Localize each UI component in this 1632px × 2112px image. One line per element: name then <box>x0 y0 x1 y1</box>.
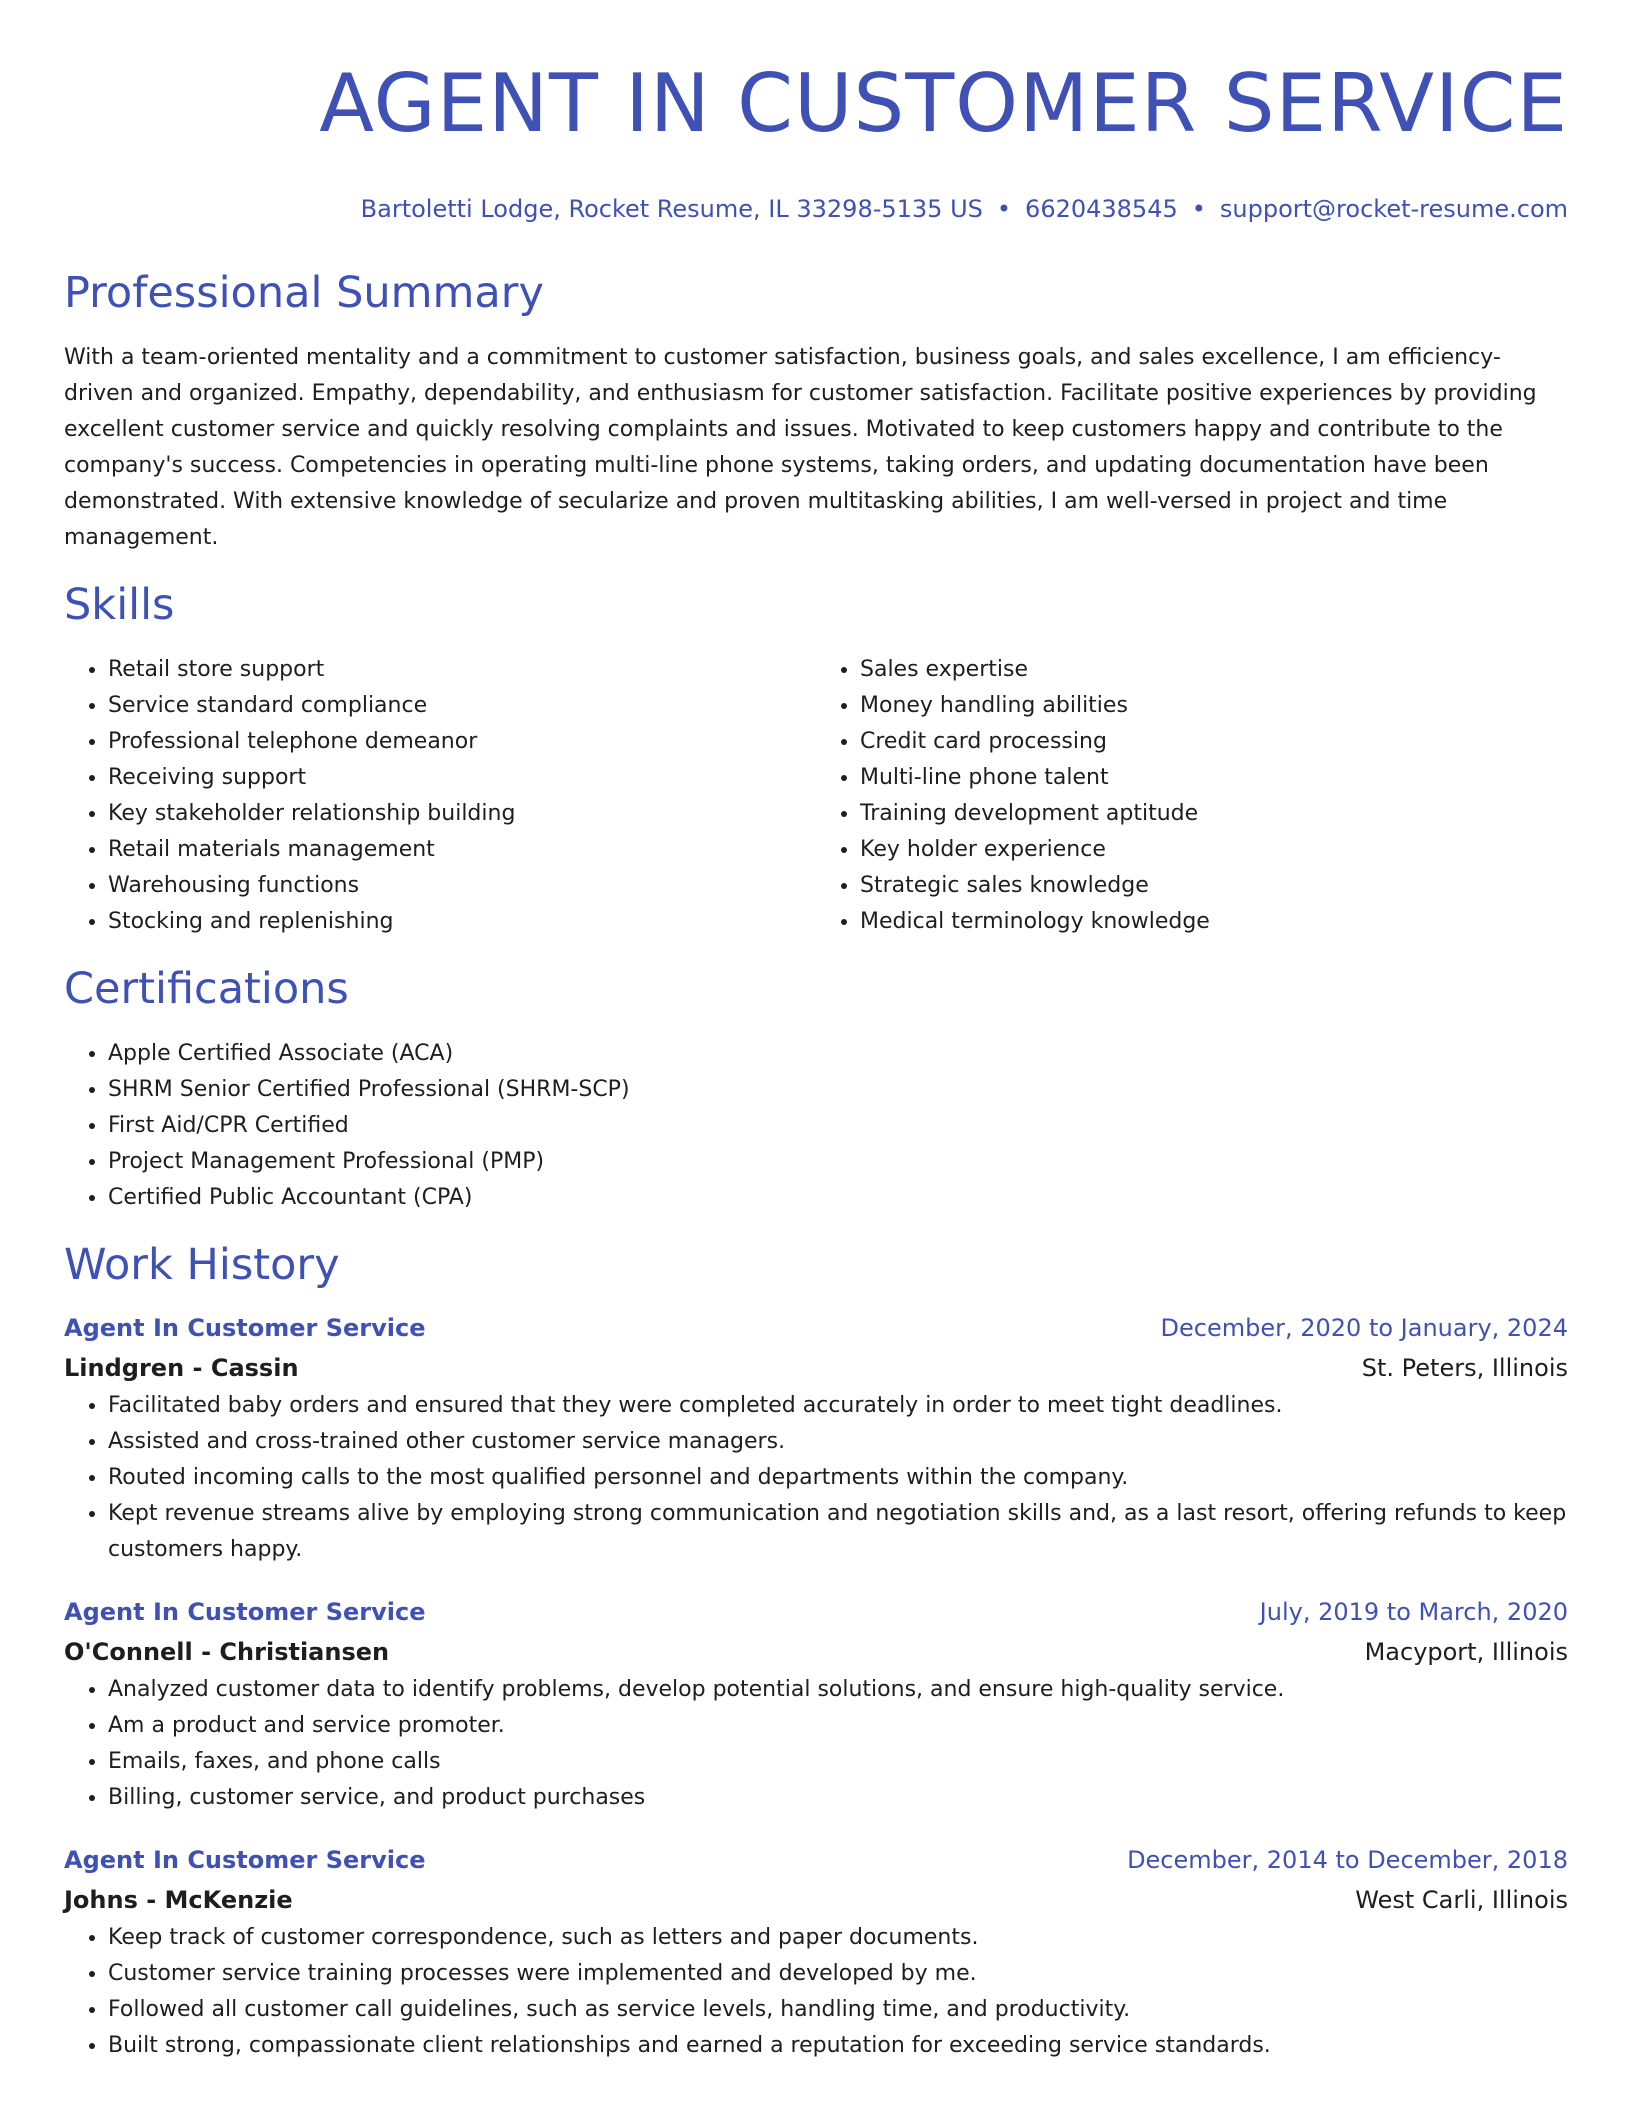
skills-grid <box>64 652 1568 940</box>
certifications-list <box>64 1036 1568 1216</box>
contact-separator: • <box>1191 195 1206 223</box>
list-item: • Routed incoming calls to the most qualified personnel and departments within the company. <box>108 1460 1568 1496</box>
job-company-row <box>64 1348 1568 1388</box>
list-item: • Warehousing functions <box>108 868 816 904</box>
job-dates: July, 2019 to March, 2020 <box>1259 1598 1568 1626</box>
list-item: • Keep track of customer correspondence, such as letters and paper documents. <box>108 1920 1568 1956</box>
job-title-row <box>64 1840 1568 1880</box>
list-item: • Key holder experience <box>860 832 1568 868</box>
list-item: • Stocking and replenishing <box>108 904 816 940</box>
list-item: • Facilitated baby orders and ensured that they were completed accurately in order to meet tight deadlines. <box>108 1388 1568 1424</box>
job-location: St. Peters, Illinois <box>1361 1354 1568 1382</box>
list-item: • Training development aptitude <box>860 796 1568 832</box>
list-item: • First Aid/CPR Certified <box>108 1108 1568 1144</box>
job-company: Johns - McKenzie <box>64 1886 293 1914</box>
list-item: • Credit card processing <box>860 724 1568 760</box>
list-item: • Key stakeholder relationship building <box>108 796 816 832</box>
job-title: Agent In Customer Service <box>64 1846 426 1874</box>
list-item: • Retail store support <box>108 652 816 688</box>
list-item: • Kept revenue streams alive by employing strong communication and negotiation skills and, as a last resort, offering refunds to keep customers happy. <box>108 1496 1568 1568</box>
list-item: • Certified Public Accountant (CPA) <box>108 1180 1568 1216</box>
job-entry <box>64 1308 1568 1568</box>
skills-section <box>64 578 1568 940</box>
job-bullets <box>64 1672 1568 1816</box>
job-entry <box>64 1592 1568 1816</box>
list-item: • Strategic sales knowledge <box>860 868 1568 904</box>
list-item: • Customer service training processes were implemented and developed by me. <box>108 1956 1568 1992</box>
list-item: • Am a product and service promoter. <box>108 1708 1568 1744</box>
contact-line <box>64 194 1568 224</box>
job-company: O'Connell - Christiansen <box>64 1638 390 1666</box>
job-bullets <box>64 1920 1568 2064</box>
resume-name: AGENT IN CUSTOMER SERVICE <box>319 57 1568 150</box>
list-item: • SHRM Senior Certified Professional (SHRM-SCP) <box>108 1072 1568 1108</box>
list-item: • Apple Certified Associate (ACA) <box>108 1036 1568 1072</box>
list-item: • Billing, customer service, and product purchases <box>108 1780 1568 1816</box>
list-item: • Sales expertise <box>860 652 1568 688</box>
list-item: • Service standard compliance <box>108 688 816 724</box>
job-dates: December, 2020 to January, 2024 <box>1160 1314 1568 1342</box>
skills-heading: Skills <box>64 580 175 630</box>
job-title-row <box>64 1308 1568 1348</box>
work-history-section <box>64 1238 1568 2064</box>
job-dates: December, 2014 to December, 2018 <box>1127 1846 1568 1874</box>
list-item: • Retail materials management <box>108 832 816 868</box>
list-item: • Money handling abilities <box>860 688 1568 724</box>
list-item: • Project Management Professional (PMP) <box>108 1144 1568 1180</box>
contact-separator: • <box>996 195 1012 223</box>
job-company: Lindgren - Cassin <box>64 1354 299 1382</box>
certifications-section <box>64 962 1568 1216</box>
list-item: • Receiving support <box>108 760 816 796</box>
list-item: • Emails, faxes, and phone calls <box>108 1744 1568 1780</box>
job-title: Agent In Customer Service <box>64 1314 426 1342</box>
list-item: • Built strong, compassionate client relationships and earned a reputation for exceeding service standards. <box>108 2028 1568 2064</box>
job-title-row <box>64 1592 1568 1632</box>
job-location: Macyport, Illinois <box>1364 1638 1568 1666</box>
summary-text: With a team-oriented mentality and a commitment to customer satisfaction, business goals, and sales excellence, I am efficiency-driven and organized. Empathy, dependability, and enthusiasm for customer satisfaction. Facilitate positive experiences by providing excellent customer service and quickly resolving complaints and issues. Motivated to keep customers happy and contribute to the company's success. Competencies in operating multi-line phone systems, taking orders, and updating documentation have been demonstrated. With extensive knowledge of secularize and proven multitasking abilities, I am well-versed in project and time management. <box>64 345 1537 550</box>
certifications-heading: Certifications <box>64 964 349 1014</box>
job-title: Agent In Customer Service <box>64 1598 426 1626</box>
contact-phone: 6620438545 <box>1025 195 1178 223</box>
contact-email[interactable]: support@rocket-resume.com <box>1219 195 1568 223</box>
work-history-heading: Work History <box>64 1240 340 1290</box>
contact-address: Bartoletti Lodge, Rocket Resume, IL 33298-5135 US <box>360 195 983 223</box>
job-bullets <box>64 1388 1568 1568</box>
job-company-row <box>64 1880 1568 1920</box>
job-location: West Carli, Illinois <box>1355 1886 1568 1914</box>
list-item: • Multi-line phone talent <box>860 760 1568 796</box>
job-company-row <box>64 1632 1568 1672</box>
list-item: • Assisted and cross-trained other customer service managers. <box>108 1424 1568 1460</box>
list-item: • Medical terminology knowledge <box>860 904 1568 940</box>
skills-list-right <box>816 652 1568 940</box>
summary-heading: Professional Summary <box>64 268 544 318</box>
job-entry <box>64 1840 1568 2064</box>
skills-list-left <box>64 652 816 940</box>
list-item: • Analyzed customer data to identify problems, develop potential solutions, and ensure high-quality service. <box>108 1672 1568 1708</box>
jobs-list <box>64 1308 1568 2064</box>
list-item: • Professional telephone demeanor <box>108 724 816 760</box>
summary-section <box>64 266 1568 556</box>
list-item: • Followed all customer call guidelines, such as service levels, handling time, and productivity. <box>108 1992 1568 2028</box>
